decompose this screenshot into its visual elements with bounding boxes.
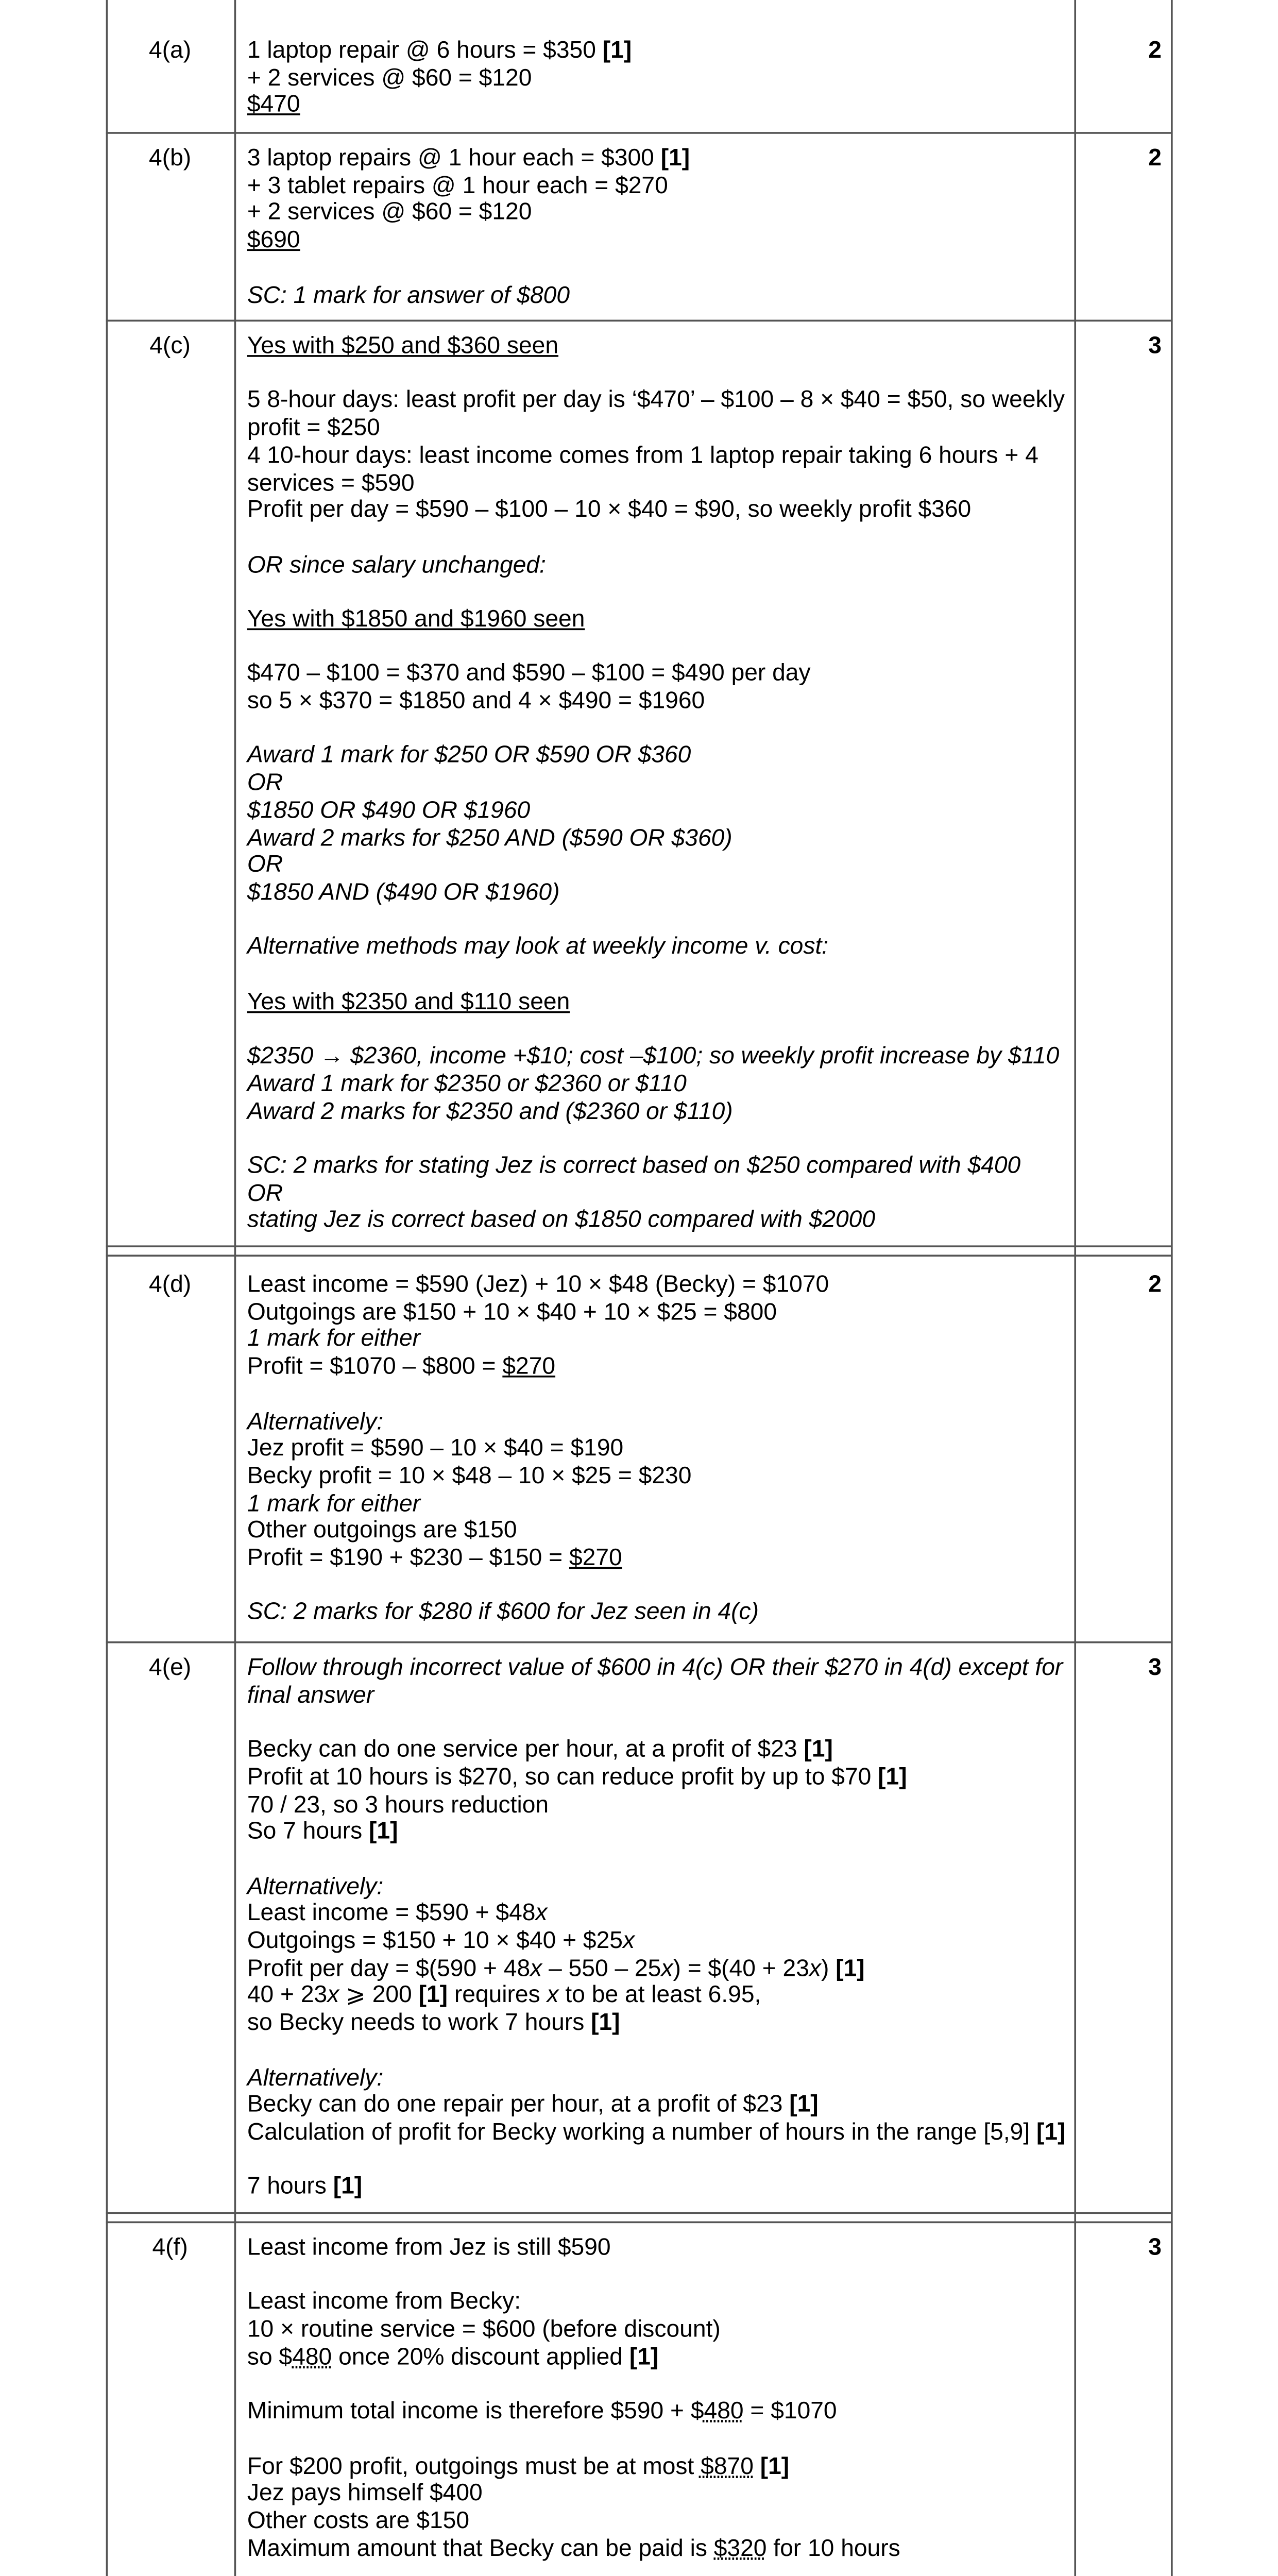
answer-line [247,2453,1069,2480]
answer-line [247,92,1069,119]
text-run: $470 – $100 = $370 and $590 – $100 = $490 per day [247,658,811,687]
answer-line [247,1043,1069,1071]
answer-line [247,172,1069,199]
answer-line [247,1269,1069,1299]
answer-line [247,1982,1069,2010]
text-run: SC: 2 marks for $280 if $600 for Jez seen in 4(c) [247,1597,759,1625]
text-run: x [547,1980,559,2009]
text-run: Yes with $250 and $360 seen [247,331,559,359]
text-run: ) [821,1953,836,1981]
answer-line [247,2344,1069,2371]
text-run: Outgoings are $150 + 10 × $40 + 10 × $25 = $800 [247,1297,777,1325]
text-run: Least income from Becky: [247,2287,521,2315]
text-run: Yes with $2350 and $110 seen [247,987,570,1015]
answer-line [247,1517,1069,1545]
row-divider [106,1245,1171,1246]
marks-value: 2 [1148,1269,1162,1298]
blank-line [247,2146,1069,2174]
answer-line [247,197,1069,227]
answer-line [247,1818,1069,1845]
text-run: 1 mark for either [247,1488,421,1516]
blank-line [247,1381,1069,1408]
text-run: SC: 1 mark for answer of $800 [247,280,570,308]
text-run: Award 1 mark for $2350 or $2360 or $110 [247,1069,687,1097]
answer-line [247,1900,1069,1927]
row-divider [106,1641,1171,1642]
text-run: Profit = $190 + $230 – $150 = [247,1543,570,1571]
answer-line [247,2316,1069,2344]
marks-value: 3 [1148,2232,1162,2261]
text-run: [1] [878,1761,907,1790]
answer-line [247,2480,1069,2507]
text-run: Alternatively: [247,1406,384,1434]
text-run: Profit = $1070 – $800 = [247,1351,503,1380]
text-run: 1 laptop repair @ 6 hours = $350 [247,35,603,63]
blank-line [247,2262,1069,2289]
text-run: services = $590 [247,467,415,496]
answer-line [247,742,1069,770]
answer-text [247,145,1069,309]
answer-line [247,145,1069,172]
text-run: x [622,1925,635,1954]
text-run: [1] [804,1734,833,1762]
text-run: ⩾ 200 [339,1980,419,2009]
text-run: $1850 AND ($490 OR $1960) [247,877,560,906]
text-run: 10 × routine service = $600 (before discount) [247,2314,721,2343]
text-run: Least income = $590 + $48 [247,1898,536,1926]
text-run: so 5 × $370 = $1850 and 4 × $490 = $1960 [247,686,705,714]
answer-text [247,1269,1069,1627]
text-run: Follow through incorrect value of $600 in 4(c) OR their $270 in 4(d) except for [247,1652,1063,1681]
text-run: Other costs are $150 [247,2505,470,2534]
answer-line [247,1071,1069,1098]
marks-value: 3 [1148,1652,1162,1681]
answer-line [247,688,1069,715]
answer-line [247,2234,1069,2262]
answer-line [247,1098,1069,1125]
text-run: to be at least 6.95, [558,1980,761,2009]
text-run: x [535,1898,548,1926]
answer-text [247,333,1069,1234]
text-run: $2350 → $2360, income +$10; cost –$100; so weekly profit increase by $110 [247,1041,1060,1070]
answer-line [247,2398,1069,2426]
text-run: final answer [247,1680,374,1708]
answer-line [247,1599,1069,1626]
table-border-marks-column [1074,0,1075,2576]
text-run: Becky can do one repair per hour, at a profit of $23 [247,2090,790,2118]
text-run: Least income = $590 (Jez) + 10 × $48 (Becky) = $1070 [247,1269,829,1298]
text-run: ) = $(40 + 23 [673,1953,809,1981]
answer-line [247,931,1069,961]
answer-line [247,469,1069,497]
blank-line [247,633,1069,660]
text-run: So 7 hours [247,1816,369,1844]
answer-line [247,227,1069,255]
text-run: Profit at 10 hours is $270, so can reduce profit by up to $70 [247,1761,878,1790]
text-run: – 550 – 25 [542,1953,661,1981]
text-run: profit = $250 [247,413,380,441]
text-run: Calculation of profit for Becky working a number of hours in the range [5,9] [247,2117,1037,2145]
text-run: requires [448,1980,547,2009]
answer-line [247,1761,1069,1791]
blank-line [247,1709,1069,1736]
answer-line [247,1180,1069,1207]
text-run: Becky profit = 10 × $48 – 10 × $25 = $230 [247,1461,692,1489]
text-run: $1850 OR $490 OR $1960 [247,795,531,823]
text-run: stating Jez is correct based on $1850 compared with $2000 [247,1205,876,1233]
answer-line [247,606,1069,633]
text-run: Award 1 mark for $250 OR $590 OR $360 [247,740,691,769]
answer-line [247,1435,1069,1463]
answer-line [247,1326,1069,1353]
text-run: $320 [713,2533,767,2561]
text-run: 7 hours [247,2172,333,2200]
text-run: [1] [789,2090,819,2118]
text-run: [1] [418,1980,448,2009]
blank-line [247,255,1069,282]
answer-line [247,660,1069,688]
text-run: + 3 tablet repairs @ 1 hour each = $270 [247,170,668,198]
text-run: 5 8-hour days: least profit per day is ‘$470’ – $100 – 8 × $40 = $50, so weekly [247,385,1065,414]
text-run: x [809,1953,822,1981]
answer-line [247,551,1069,579]
text-run: x [661,1953,673,1981]
answer-line [247,824,1069,852]
table-border-question-column [234,0,235,2576]
row-divider [106,2222,1171,2223]
answer-line [247,387,1069,415]
text-run: 3 laptop repairs @ 1 hour each = $300 [247,143,661,171]
answer-line [247,989,1069,1016]
text-run: 480 [292,2342,332,2370]
blank-line [247,579,1069,606]
answer-line [247,1545,1069,1572]
answer-text [247,2234,1069,2576]
text-run: so Becky needs to work 7 hours [247,2008,591,2036]
text-run: Outgoings = $150 + 10 × $40 + $25 [247,1925,623,1954]
text-run: [1] [760,2451,790,2479]
answer-line [247,1955,1069,1982]
text-run: OR [247,1178,283,1206]
text-run: SC: 2 marks for stating Jez is correct based on $250 compared with $400 [247,1150,1021,1179]
text-run: [1] [660,143,690,171]
answer-line [247,64,1069,92]
text-run: 1 mark for either [247,1324,421,1352]
blank-line [247,1572,1069,1599]
answer-line [247,442,1069,469]
answer-line [247,282,1069,309]
blank-line [247,1125,1069,1153]
text-run: x [530,1953,542,1981]
text-run: 480 [704,2396,744,2425]
table-border-right [1171,0,1172,2576]
text-run: Profit per day = $590 – $100 – 10 × $40 = $90, so weekly profit $360 [247,495,972,523]
answer-line [247,2174,1069,2201]
answer-line [247,2092,1069,2119]
question-number: 4(c) [149,331,191,359]
text-run: once 20% discount applied [332,2342,629,2370]
answer-line [247,333,1069,360]
text-run: Award 2 marks for $250 AND ($590 OR $360) [247,822,732,851]
answer-line [247,2010,1069,2037]
text-run: Alternatively: [247,2062,384,2091]
answer-line [247,1682,1069,1709]
text-run: Yes with $1850 and $1960 seen [247,604,585,632]
marks-value: 3 [1148,331,1162,359]
marks-value: 2 [1148,143,1162,171]
text-run: + 2 services @ $60 = $120 [247,62,532,91]
text-run: OR [247,768,283,796]
text-run: Becky can do one service per hour, at a profit of $23 [247,1734,804,1762]
text-run: Jez pays himself $400 [247,2478,483,2506]
text-run: $270 [502,1351,556,1380]
answer-line [247,2064,1069,2092]
answer-line [247,2289,1069,2316]
text-run: Alternative methods may look at weekly income v. cost: [247,931,829,960]
text-run: Alternatively: [247,1871,384,1899]
answer-line [247,2535,1069,2562]
answer-line [247,1299,1069,1326]
row-divider [106,132,1171,133]
text-run: For $200 profit, outgoings must be at most [247,2451,701,2479]
answer-line [247,879,1069,907]
text-run: Minimum total income is therefore $590 + $ [247,2396,704,2425]
text-run: Profit per day = $(590 + 48 [247,1953,531,1981]
question-number: 4(a) [149,35,192,63]
blank-line [247,2426,1069,2453]
answer-line [247,1873,1069,1900]
answer-line [247,1791,1069,1818]
text-run: x [327,1980,339,2009]
answer-line [247,37,1069,64]
row-divider [106,320,1171,321]
text-run: Maximum amount that Becky can be paid is [247,2533,714,2561]
blank-line [247,2562,1069,2576]
marks-value: 2 [1148,35,1162,63]
answer-line [247,1463,1069,1490]
answer-line [247,770,1069,797]
answer-text [247,1654,1069,2201]
text-run: [1] [602,35,632,63]
answer-line [247,1490,1069,1517]
answer-line [247,1927,1069,1955]
blank-line [247,907,1069,934]
text-run: 70 / 23, so 3 hours reduction [247,1789,549,1817]
text-run: $690 [247,225,300,253]
question-number: 4(d) [149,1269,192,1298]
text-run: OR [247,850,283,878]
answer-line [247,797,1069,824]
text-run: for 10 hours [766,2533,900,2561]
answer-line [247,1150,1069,1180]
text-run: Least income from Jez is still $590 [247,2232,611,2261]
row-divider [106,2212,1171,2213]
text-run: [1] [1036,2117,1066,2145]
text-run: 4 10-hour days: least income comes from 1 laptop repair taking 6 hours + 4 [247,440,1038,468]
answer-text [247,37,1069,119]
blank-line [247,360,1069,387]
answer-line [247,2507,1069,2535]
answer-line [247,1736,1069,1764]
text-run: Jez profit = $590 – 10 × $40 = $190 [247,1433,624,1462]
answer-line [247,415,1069,442]
blank-line [247,2037,1069,2064]
answer-line [247,2119,1069,2146]
text-run: Other outgoings are $150 [247,1515,517,1544]
text-run: $270 [569,1543,622,1571]
text-run: = $1070 [743,2396,837,2425]
text-run: [1] [333,2172,363,2200]
text-run: 40 + 23 [247,1980,328,2009]
text-run: $470 [247,90,300,118]
blank-line [247,961,1069,989]
text-run: [1] [591,2008,620,2036]
text-run: [1] [629,2342,659,2370]
blank-line [247,715,1069,742]
text-run: $870 [701,2451,754,2479]
blank-line [247,1016,1069,1043]
answer-line [247,1353,1069,1381]
question-number: 4(e) [149,1652,192,1681]
row-divider [106,1255,1171,1256]
answer-line [247,1654,1069,1682]
question-number: 4(b) [149,143,192,171]
text-run: [1] [836,1953,865,1981]
answer-line [247,497,1069,524]
blank-line [247,524,1069,551]
answer-line [247,852,1069,879]
question-number: 4(f) [152,2232,188,2261]
blank-line [247,2371,1069,2398]
answer-line [247,1408,1069,1435]
text-run [754,2451,760,2479]
text-run: OR since salary unchanged: [247,549,546,578]
answer-line [247,1207,1069,1234]
text-run: Award 2 marks for $2350 and ($2360 or $110) [247,1096,733,1124]
text-run: so $ [247,2342,293,2370]
blank-line [247,1845,1069,1873]
text-run: [1] [369,1816,398,1844]
text-run: + 2 services @ $60 = $120 [247,197,532,226]
